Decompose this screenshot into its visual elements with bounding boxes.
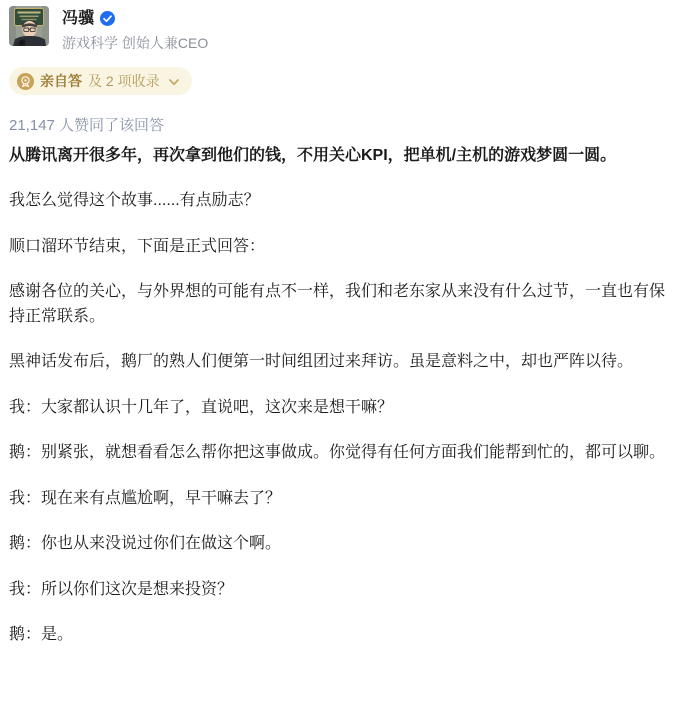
author-name[interactable]: 冯骥 xyxy=(62,10,95,27)
medal-icon xyxy=(17,73,34,90)
answer-paragraph: 我怎么觉得这个故事......有点励志？ xyxy=(9,192,260,209)
answer-paragraph: 感谢各位的关心，与外界想的可能有点不一样，我们和老东家从来没有什么过节，一直也有保持正常联系。 xyxy=(9,283,666,325)
answer-paragraph: 我：大家都认识十几年了，直说吧，这次来是想干嘛？ xyxy=(9,399,394,416)
answer-paragraph: 鹅：别紧张，就想看看怎么帮你把这事做成。你觉得有任何方面我们能帮到忙的，都可以聊。 xyxy=(9,444,666,461)
answer-paragraph: 从腾讯离开很多年，再次拿到他们的钱，不用关心KPI，把单机/主机的游戏梦圆一圆。 xyxy=(9,147,617,164)
avatar[interactable] xyxy=(9,6,49,46)
badge-primary-label: 亲自答 xyxy=(40,73,82,89)
badge-secondary-label: 及 2 项收录 xyxy=(88,73,160,89)
answer-paragraph: 鹅：你也从来没说过你们在做这个啊。 xyxy=(9,535,282,552)
answer-paragraph: 黑神话发布后，鹅厂的熟人们便第一时间组团过来拜访。虽是意料之中，却也严阵以待。 xyxy=(9,353,634,370)
avatar-image xyxy=(9,6,49,46)
author-header xyxy=(9,6,673,53)
answer-paragraph: 鹅：是。 xyxy=(9,626,74,643)
answer-paragraph: 我：所以你们这次是想来投资？ xyxy=(9,581,234,598)
personal-answer-badge[interactable] xyxy=(9,67,192,95)
answer-paragraph: 顺口溜环节结束，下面是正式回答： xyxy=(9,238,266,255)
verified-badge-icon xyxy=(100,11,115,26)
author-info xyxy=(62,6,208,53)
upvote-count: 21,147 人赞同了该回答 xyxy=(9,117,165,134)
answer-body xyxy=(9,143,673,647)
author-name-row xyxy=(62,8,208,29)
author-headline: 游戏科学 创始人兼CEO xyxy=(62,35,209,51)
answer-paragraph: 我：现在来有点尴尬啊，早干嘛去了？ xyxy=(9,490,282,507)
chevron-down-icon xyxy=(168,75,180,87)
